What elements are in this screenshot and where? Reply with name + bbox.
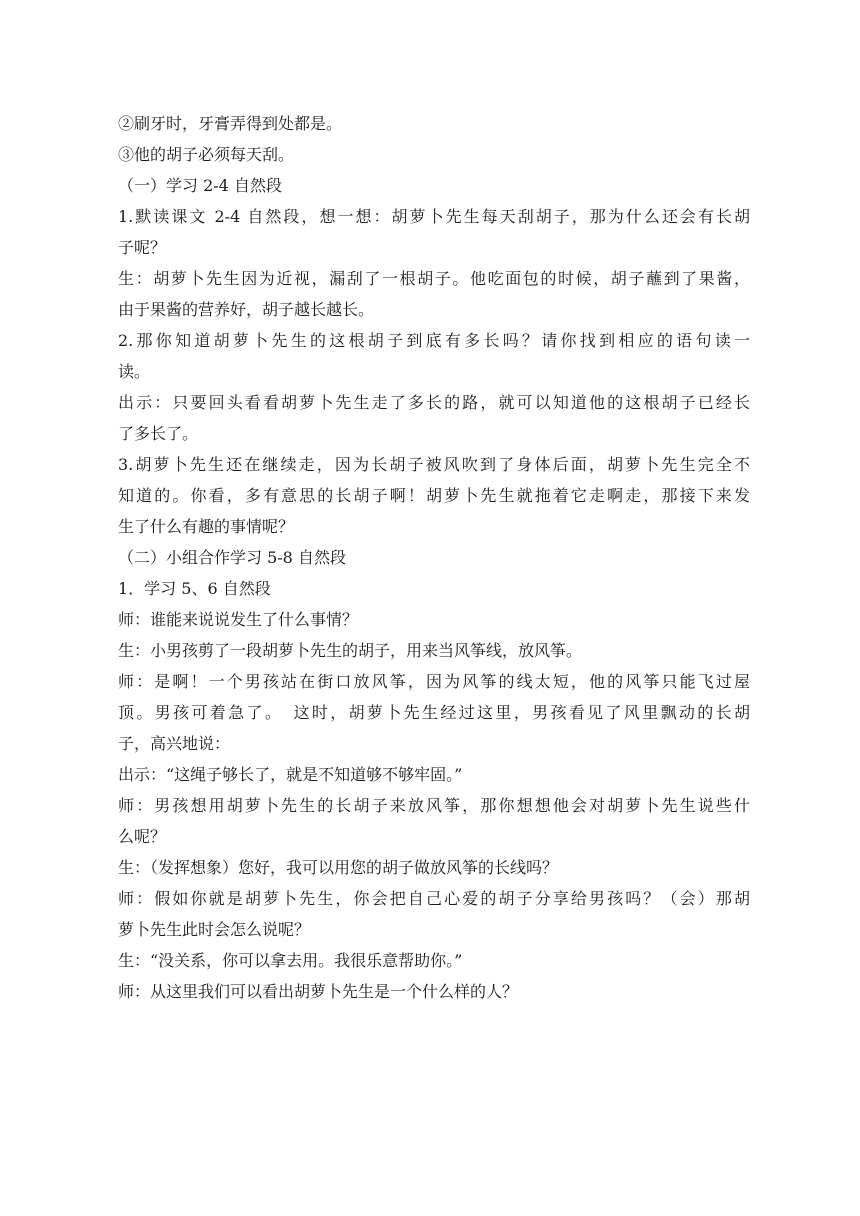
text-line: 师：假如你就是胡萝卜先生，你会把自己心爱的胡子分享给男孩吗？（会）那胡 [118, 889, 750, 908]
text-line: 3.胡萝卜先生还在继续走，因为长胡子被风吹到了身体后面，胡萝卜先生完全不 [118, 455, 750, 474]
text-line: 了多长了。 [118, 424, 199, 443]
text-line: 知道的。你看，多有意思的长胡子啊！胡萝卜先生就拖着它走啊走，那接下来发 [118, 486, 750, 505]
text-line: 子呢？ [118, 238, 167, 257]
text-line: 师：是啊！一个男孩站在街口放风筝，因为风筝的线太短，他的风筝只能飞过屋 [118, 672, 750, 691]
text-line: 2.那你知道胡萝卜先生的这根胡子到底有多长吗？请你找到相应的语句读一 [118, 331, 750, 350]
text-line: 读。 [118, 362, 151, 381]
text-line: ③他的胡子必须每天刮。 [118, 145, 295, 164]
text-line: 师：从这里我们可以看出胡萝卜先生是一个什么样的人？ [118, 982, 519, 1001]
text-line: 么呢？ [118, 827, 167, 846]
text-line: （一）学习 2-4 自然段 [118, 176, 282, 195]
text-line: 生了什么有趣的事情呢？ [118, 517, 295, 536]
text-line: 生：小男孩剪了一段胡萝卜先生的胡子，用来当风筝线，放风筝。 [118, 641, 583, 660]
text-line: ②刷牙时，牙膏弄得到处都是。 [118, 114, 343, 133]
text-line: 顶。男孩可着急了。 这时，胡萝卜先生经过这里，男孩看见了风里飘动的长胡 [118, 703, 750, 722]
text-line: 师：谁能来说说发生了什么事情？ [118, 610, 359, 629]
text-line: 生：胡萝卜先生因为近视，漏刮了一根胡子。他吃面包的时候，胡子蘸到了果酱， [118, 269, 750, 288]
text-line: 1．学习 5、6 自然段 [118, 579, 271, 598]
text-line: 生：（发挥想象）您好，我可以用您的胡子做放风筝的长线吗？ [118, 858, 559, 877]
text-line: （二）小组合作学习 5-8 自然段 [118, 548, 346, 567]
text-line: 师：男孩想用胡萝卜先生的长胡子来放风筝，那你想想他会对胡萝卜先生说些什 [118, 796, 750, 815]
document-body [118, 108, 750, 1007]
text-line: 1.默读课文 2-4 自然段，想一想：胡萝卜先生每天刮胡子，那为什么还会有长胡 [118, 207, 750, 226]
text-line: 生：“没关系，你可以拿去用。我很乐意帮助你。” [118, 951, 463, 970]
text-line: 出示：“这绳子够长了，就是不知道够不够牢固。” [118, 765, 463, 784]
text-line: 出示：只要回头看看胡萝卜先生走了多长的路，就可以知道他的这根胡子已经长 [118, 393, 750, 412]
text-line: 萝卜先生此时会怎么说呢？ [118, 920, 311, 939]
text-line: 子，高兴地说： [118, 734, 231, 753]
text-line: 由于果酱的营养好，胡子越长越长。 [118, 300, 375, 319]
